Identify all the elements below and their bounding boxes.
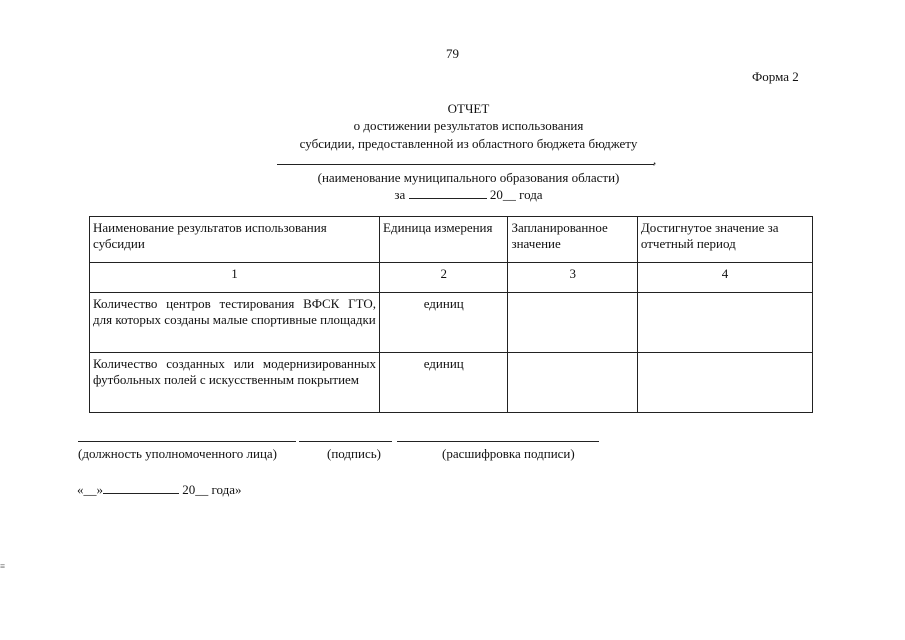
date-year: 20__ года» (182, 482, 242, 497)
result-name-cell: Количество центров тестирования ВФСК ГТО, для которых созданы малые спортивные площадки (90, 293, 380, 353)
column-number: 1 (90, 263, 380, 293)
result-name-cell: Количество созданных или модернизированных футбольных полей с искусственным покрытием (90, 353, 380, 413)
signature-date (77, 481, 242, 498)
results-table (89, 216, 813, 413)
period-blank-line (409, 186, 487, 199)
municipality-blank-line (277, 164, 654, 165)
table-row (90, 353, 813, 413)
date-month-blank (103, 481, 179, 494)
decode-caption: (расшифровка подписи) (442, 446, 575, 461)
date-day: «__» (77, 482, 103, 497)
planned-value-cell (508, 353, 637, 413)
report-subtitle-line2: субсидии, предоставленной из областного бюджета бюджету (299, 136, 638, 151)
achieved-value-cell (637, 353, 812, 413)
report-title: ОТЧЕТ (447, 101, 490, 116)
position-signature-line (78, 441, 296, 442)
signature-decode-line (397, 441, 599, 442)
report-subtitle-line1: о достижении результатов использования (353, 118, 584, 133)
report-period (0, 186, 905, 203)
signature-line (299, 441, 392, 442)
table-column-numbers-row (90, 263, 813, 293)
header-unit: Единица измерения (380, 217, 508, 263)
unit-cell: единиц (380, 293, 508, 353)
header-achieved: Достигнутое значение за отчетный период (637, 217, 812, 263)
header-planned: Запланированное значение (508, 217, 637, 263)
table-row (90, 293, 813, 353)
achieved-value-cell (637, 293, 812, 353)
position-caption: (должность уполномоченного лица) (78, 446, 278, 461)
municipality-caption: (наименование муниципального образования области) (317, 170, 620, 185)
period-year: 20__ года (489, 187, 543, 202)
page-number: 79 (446, 46, 459, 61)
column-number: 2 (380, 263, 508, 293)
table-header-row (90, 217, 813, 263)
form-label: Форма 2 (752, 69, 799, 84)
period-prefix: за (394, 187, 406, 202)
header-result-name: Наименование результатов использования субсидии (90, 217, 380, 263)
column-number: 3 (508, 263, 637, 293)
planned-value-cell (508, 293, 637, 353)
column-number: 4 (637, 263, 812, 293)
signature-caption: (подпись) (327, 446, 381, 461)
margin-mark: ≡ (0, 561, 6, 571)
unit-cell: единиц (380, 353, 508, 413)
municipality-comma: , (653, 152, 657, 167)
